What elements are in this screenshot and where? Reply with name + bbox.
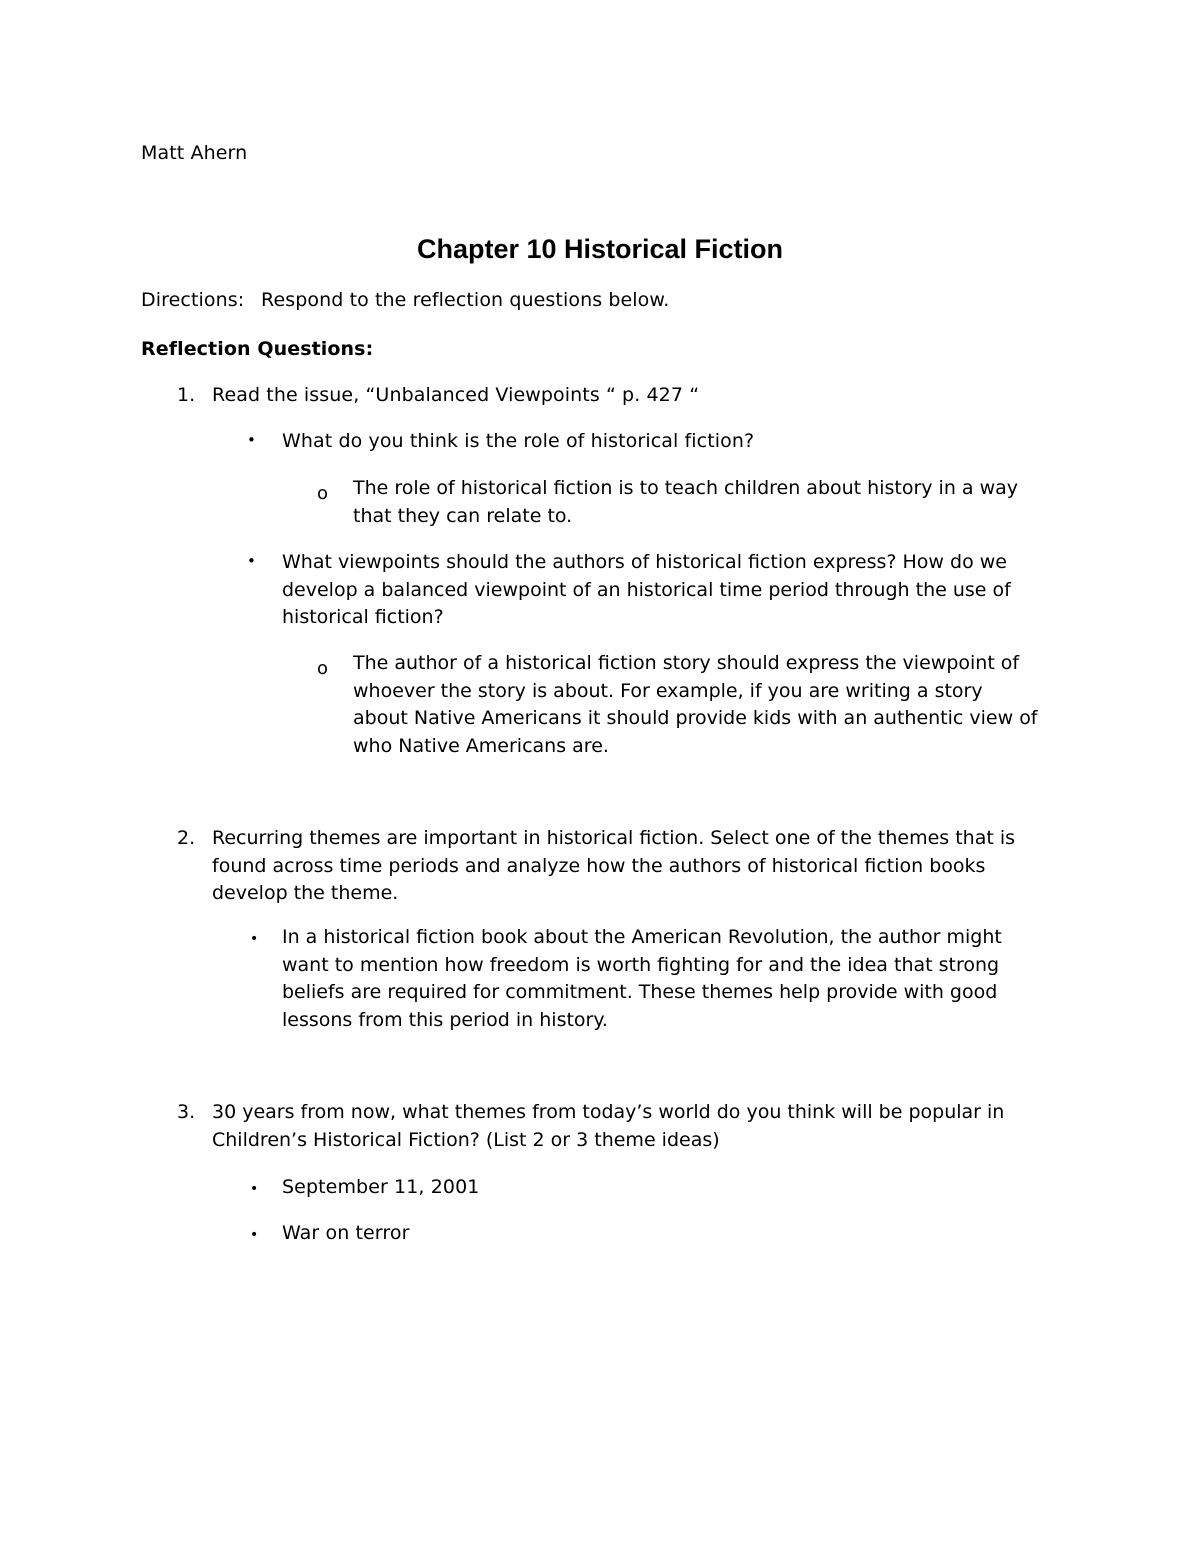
open-bullet-icon: o xyxy=(317,658,329,679)
question-text xyxy=(212,825,1015,908)
answer-line: who Native Americans are. xyxy=(353,734,609,757)
bullet-line: In a historical fiction book about the American Revolution, the author might xyxy=(282,926,1002,948)
answer-line: whoever the story is about. For example, if you are writing a story xyxy=(353,679,983,702)
bullet-text xyxy=(282,924,1002,1034)
answer-text xyxy=(353,475,1018,530)
bullet-text: What do you think is the role of historical fiction? xyxy=(282,430,755,452)
bullet-line: What viewpoints should the authors of historical fiction express? How do we xyxy=(282,551,1007,573)
answer-line: that they can relate to. xyxy=(353,504,573,527)
bullet-icon: • xyxy=(250,1227,259,1243)
question-line: develop the theme. xyxy=(212,882,399,904)
answer-line: The author of a historical fiction story should express the viewpoint of xyxy=(353,652,1020,674)
bullet-icon: • xyxy=(250,931,259,947)
open-bullet-icon: o xyxy=(317,483,329,504)
question-line: Children’s Historical Fiction? (List 2 or 3 theme ideas) xyxy=(212,1128,720,1151)
bullet-icon: • xyxy=(247,552,256,570)
question-line: 30 years from now, what themes from today’s world do you think will be popular in xyxy=(212,1101,1005,1123)
page-title: Chapter 10 Historical Fiction xyxy=(416,234,784,264)
bullet-line: lessons from this period in history. xyxy=(282,1008,608,1031)
bullet-line: historical fiction? xyxy=(282,606,444,628)
question-text xyxy=(212,1099,1004,1154)
question-line: Recurring themes are important in historical fiction. Select one of the themes that is xyxy=(212,827,1016,849)
question-line: found across time periods and analyze how the authors of historical fiction books xyxy=(212,854,986,877)
bullet-icon: • xyxy=(247,431,256,449)
author-name: Matt Ahern xyxy=(141,142,248,164)
question-number: 3. xyxy=(177,1101,196,1123)
bullet-text xyxy=(282,549,1011,632)
bullet-icon: • xyxy=(250,1181,259,1197)
directions-label: Directions: xyxy=(141,289,245,311)
answer-line: The role of historical fiction is to teach children about history in a way xyxy=(353,477,1019,499)
bullet-text: September 11, 2001 xyxy=(282,1176,480,1198)
answer-line: about Native Americans it should provide kids with an authentic view of xyxy=(353,707,1038,729)
question-number: 1. xyxy=(177,384,196,406)
question-text: Read the issue, “Unbalanced Viewpoints “ p. 427 “ xyxy=(212,384,700,406)
section-heading: Reflection Questions: xyxy=(141,338,374,360)
answer-text xyxy=(353,650,1038,760)
bullet-line: want to mention how freedom is worth fighting for and the idea that strong xyxy=(282,953,1000,976)
bullet-line: beliefs are required for commitment. These themes help provide with good xyxy=(282,981,998,1003)
bullet-line: develop a balanced viewpoint of an historical time period through the use of xyxy=(282,578,1011,601)
directions-text: Respond to the reflection questions below. xyxy=(261,289,670,311)
bullet-text: War on terror xyxy=(282,1222,410,1244)
question-number: 2. xyxy=(177,827,196,849)
